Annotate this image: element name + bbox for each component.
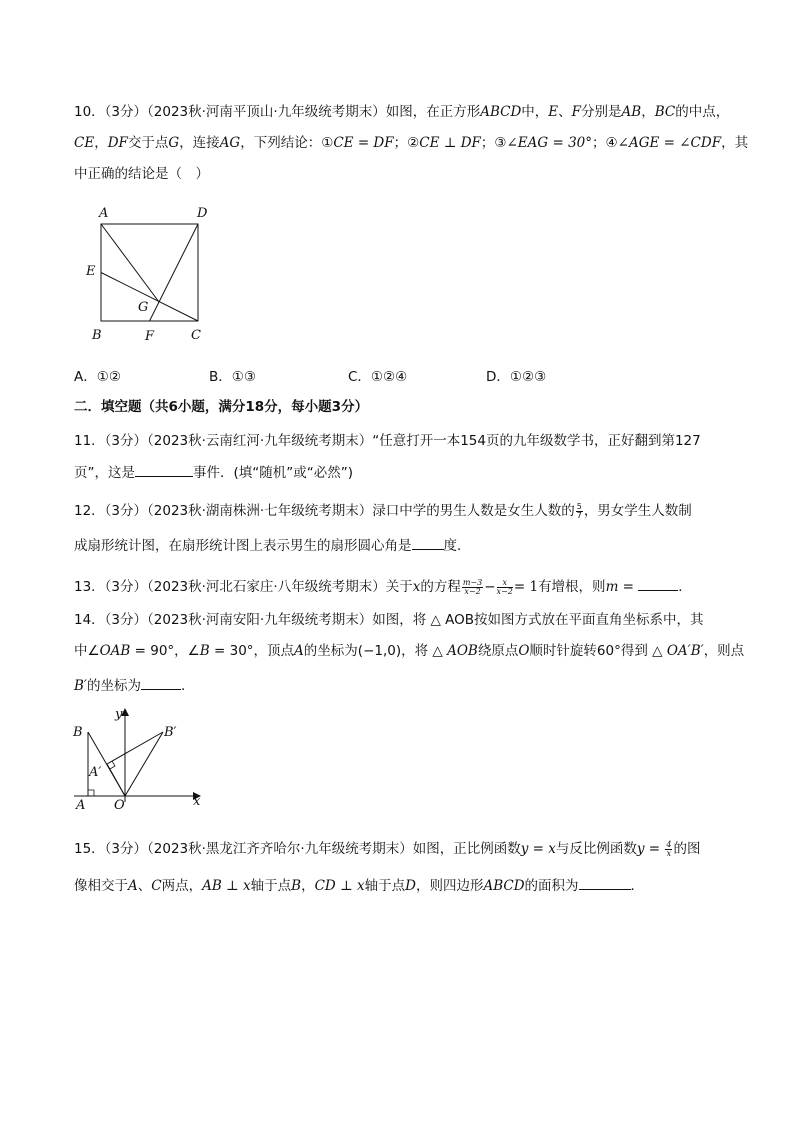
segment-df (150, 224, 199, 321)
q10-option-d: D．①②③ (486, 369, 547, 385)
q11-answer-blank[interactable] (135, 463, 193, 477)
q12-fraction: $\frac{5}{7}$ (576, 501, 582, 520)
label-b: B (73, 725, 83, 740)
q12-line-2: 成扇形统计图，在扇形统计图上表示男生的扇形圆心角是 度． (74, 538, 471, 554)
q15-fraction: $\frac{4}{x}$ (666, 839, 672, 858)
q12-line-1: 12．（3分）（2023秋·湖南株洲·七年级统考期末）渌口中学的男生人数是女生人数的 $\frac{5}{7}$ ，男女学生人数制 (74, 501, 692, 520)
segment-ag (101, 224, 159, 302)
label-e: E (86, 264, 96, 279)
label-a: A (99, 206, 109, 221)
label-y: y (115, 707, 123, 722)
q10-line-3: 中正确的结论是（ ） (74, 166, 209, 182)
q13-fraction-1: $\frac{m-3}{x-2}$ (462, 577, 483, 596)
label-o: O (114, 798, 125, 812)
segment-oa-prime (107, 764, 125, 796)
q15-answer-blank[interactable] (579, 876, 631, 890)
q14-line-3: B′的坐标为 ． (74, 678, 195, 694)
square-abcd (101, 224, 198, 321)
q14-answer-blank[interactable] (141, 676, 181, 690)
label-g: G (138, 300, 149, 315)
q14-coordinate-figure (66, 702, 216, 812)
label-b-prime: B′ (164, 725, 177, 740)
label-c: C (191, 328, 201, 343)
label-f: F (145, 329, 155, 344)
label-b: B (92, 328, 102, 343)
label-x: x (193, 794, 201, 809)
section-2-heading: 二．填空题（共6小题，满分18分，每小题3分） (74, 399, 369, 415)
q15-line-2: 像相交于A、C两点，AB ⊥ x轴于点B，CD ⊥ x轴于点D，则四边形ABCD的面积为 ． (74, 878, 645, 894)
q13-answer-blank[interactable] (638, 577, 678, 591)
q10-line-2: CE，DF交于点G，连接AG，下列结论：①CE = DF；②CE ⊥ DF；③∠EAG = 30°；④∠AGE = ∠CDF，其 (74, 135, 749, 151)
right-angle-mark-a (88, 790, 94, 796)
q11-line-1: 11．（3分）（2023秋·云南红河·九年级统考期末）“任意打开一本154页的九年级数学书，正好翻到第127 (74, 433, 701, 449)
q14-line-2: 中∠OAB = 90°，∠B = 30°，顶点A的坐标为(−1,0)，将 △ AOB绕原点O顺时针旋转60°得到 △ OA′B′，则点 (74, 643, 745, 659)
q14-line-1: 14．（3分）（2023秋·河南安阳·九年级统考期末）如图，将 △ AOB按如图方式放在平面直角坐标系中，其 (74, 612, 704, 628)
q12-answer-blank[interactable] (412, 536, 444, 550)
q10-line-1: 10．（3分）（2023秋·河南平顶山·九年级统考期末）如图，在正方形ABCD中，E、F分别是AB，BC的中点， (74, 104, 730, 120)
q13-line-1: 13．（3分）（2023秋·河北石家庄·八年级统考期末）关于x的方程 $\frac{m-3}{x-2}$ − $\frac{x}{x-2}$ = 1有增根，则m = ． (74, 577, 692, 596)
segment-ce (101, 273, 198, 322)
q10-option-a: A．①② (74, 369, 121, 385)
q11-line-2: 页”，这是 事件．(填“随机”或“必然”) (74, 465, 354, 481)
label-a: A (76, 798, 86, 812)
segment-ob-prime (125, 732, 163, 796)
q10-option-b: B．①③ (209, 369, 256, 385)
q10-square-figure (80, 200, 220, 350)
label-a-prime: A′ (89, 765, 102, 780)
segment-a-prime-b-prime (107, 732, 163, 764)
q10-option-c: C．①②④ (348, 369, 408, 385)
q13-fraction-2: $\frac{x}{x-2}$ (496, 577, 513, 596)
label-d: D (197, 206, 208, 221)
q15-line-1: 15．（3分）（2023秋·黑龙江齐齐哈尔·九年级统考期末）如图，正比例函数y = x与反比例函数y = $\frac{4}{x}$ 的图 (74, 839, 701, 858)
